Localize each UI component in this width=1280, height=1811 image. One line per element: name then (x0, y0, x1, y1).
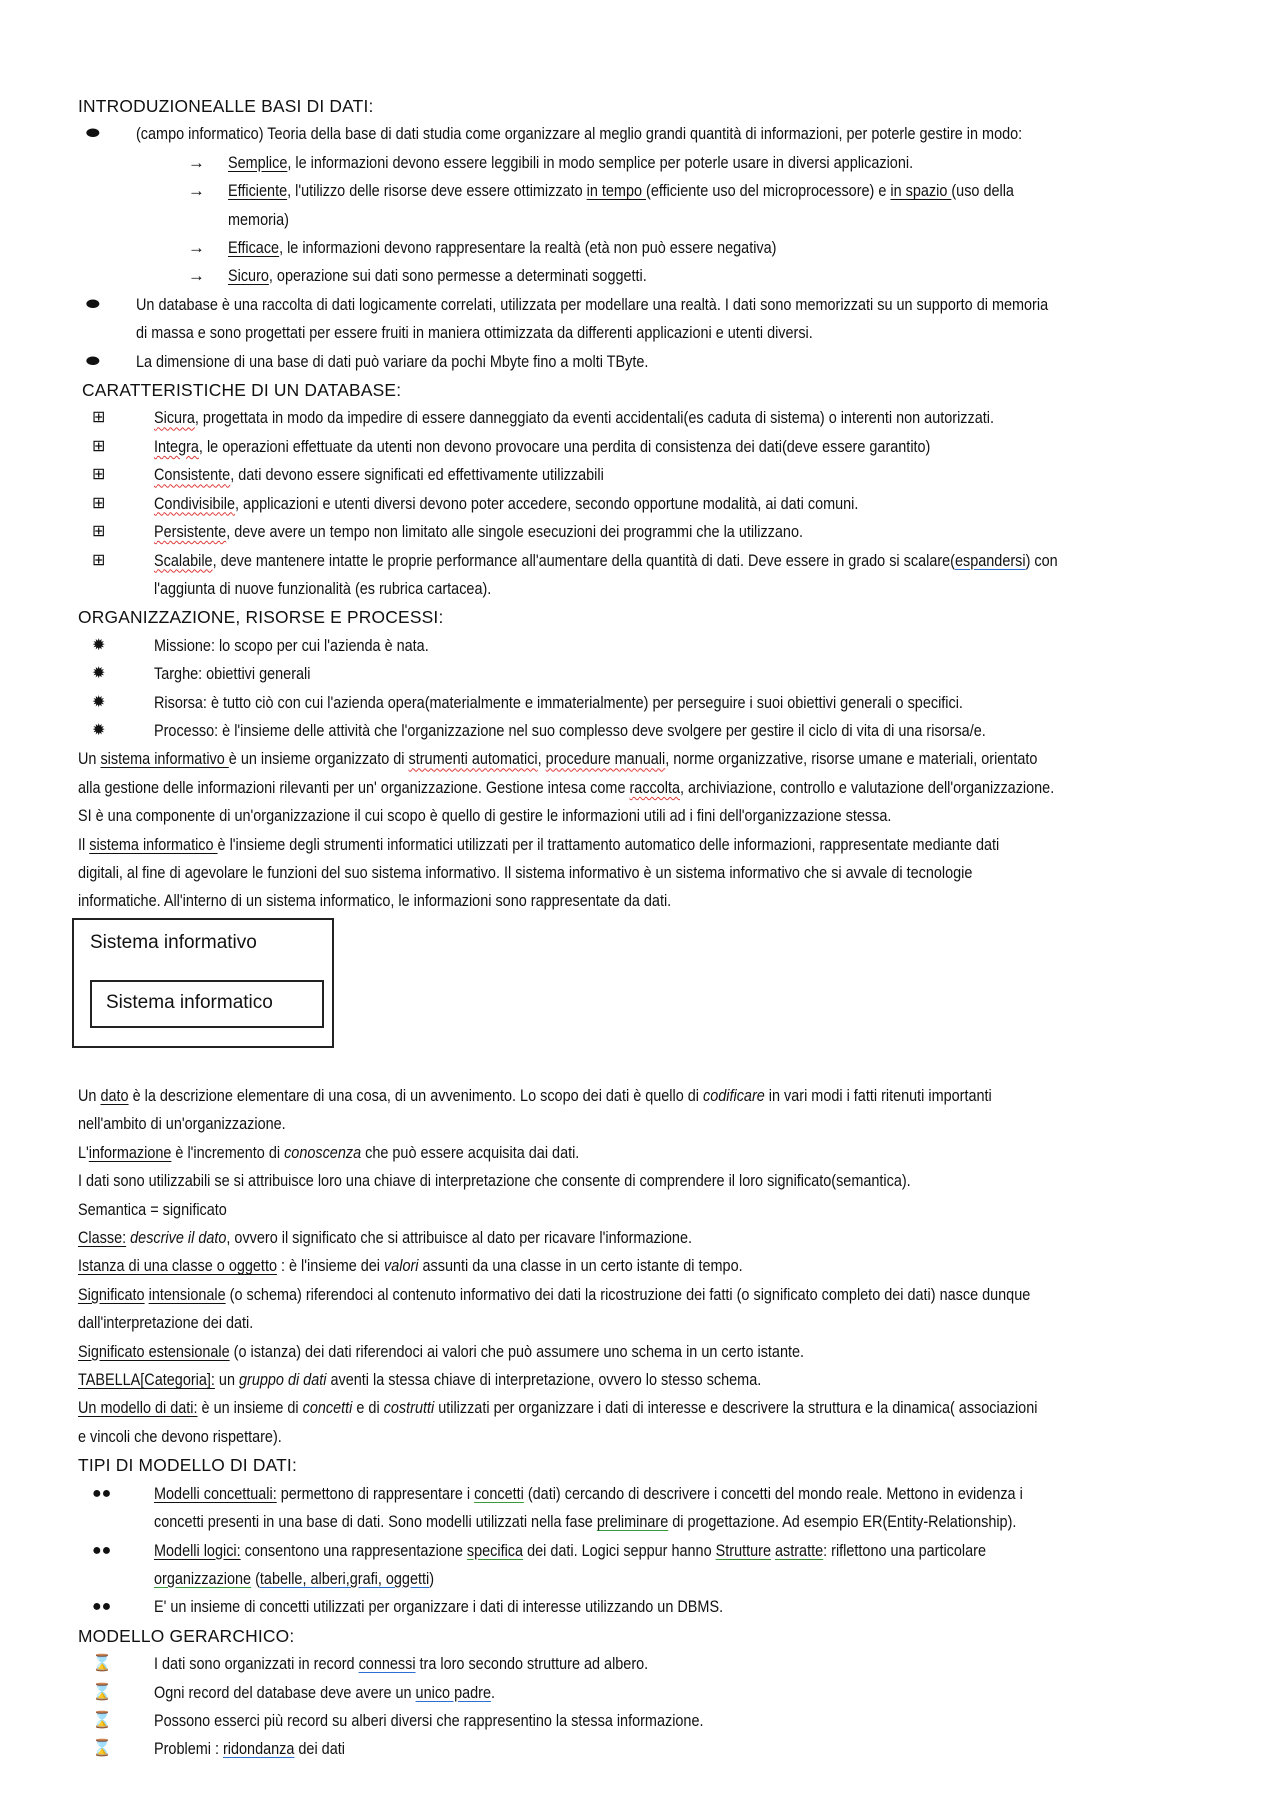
paragraph-line: digitali, al fine di agevolare le funzioni del suo sistema informativo. Il sistema informativo è un sistema informativo che si avvale di tecnologie (78, 862, 973, 882)
paragraph-line: nell'ambito di un'organizzazione. (78, 1114, 286, 1134)
list-item: ●● Modelli concettuali: permettono di rappresentare i concetti (dati) cercando di descrivere i concetti del mondo reale. Mettono in evidenza i (78, 1480, 1220, 1508)
grid-bullet-icon: ⊞ (92, 409, 106, 427)
paragraph-line: Semantica = significato (78, 1199, 227, 1219)
section-intro (78, 92, 1220, 916)
paragraph-line: e vincoli che devono rispettare). (78, 1426, 282, 1446)
list-item: → Semplice, le informazioni devono essere leggibili in modo semplice per poterle usare in diversi applicazioni. (78, 149, 1220, 177)
paragraph-line: L'informazione è l'incremento di conoscenza che può essere acquisita dai dati. (78, 1142, 580, 1162)
list-item: ⊞ Integra, le operazioni effettuate da utenti non devono provocare una perdita di consistenza dei dati(deve essere garantito) (78, 433, 1220, 461)
list-item: ⊞ Sicura, progettata in modo da impedire di essere danneggiato da eventi accidentali(es caduta di sistema) o interenti non autorizzati. (78, 404, 1220, 432)
list-item: ⌛ Possono esserci più record su alberi diversi che rappresentino la stessa informazione. (78, 1707, 1220, 1735)
list-item: ✹ Targhe: obiettivi generali (78, 660, 1220, 688)
paragraph-line: Significato intensionale (o schema) riferendoci al contenuto informativo dei dati la ricostruzione dei fatti (o significato completo dei dati) nasce dunque (78, 1284, 1031, 1304)
section-dati (78, 1082, 1220, 1764)
diagram-sistema-informatico (90, 980, 324, 1028)
heading-tipi-modello: TIPI DI MODELLO DI DATI: (78, 1455, 297, 1476)
hourglass-bullet-icon: ⌛ (92, 1655, 112, 1673)
list-item: ⊞ Scalabile, deve mantenere intatte le proprie performance all'aumentare della quantità di dati. Deve essere in grado si scalare(espandersi) con (78, 547, 1220, 575)
list-item: ⊞ Condivisibile, applicazioni e utenti diversi devono poter accedere, secondo opportune modalità, ai dati comuni. (78, 490, 1220, 518)
diamond-bullet-icon: ⬬ (86, 352, 100, 370)
grid-bullet-icon: ⊞ (92, 551, 106, 569)
list-item: ✹ Risorsa: è tutto ciò con cui l'azienda opera(materialmente e immaterialmente) per perseguire i suoi obiettivi generali o specifici. (78, 689, 1220, 717)
diamond-bullet-icon: ⬬ (86, 295, 100, 313)
list-item: → Sicuro, operazione sui dati sono permesse a determinati soggetti. (78, 262, 1220, 290)
arrow-right-icon: → (188, 266, 205, 286)
paragraph-line: Un dato è la descrizione elementare di una cosa, di un avvenimento. Lo scopo dei dati è quello di codificare in vari modi i fatti ritenuti importanti (78, 1086, 992, 1105)
paragraph-line: Il sistema informatico è l'insieme degli strumenti informatici utilizzati per il trattamento automatico delle informazioni, rappresentate mediante dati (78, 834, 1000, 854)
spider-bullet-icon: ✹ (92, 665, 106, 683)
hourglass-bullet-icon: ⌛ (92, 1740, 112, 1758)
eyes-bullet-icon: ●● (92, 1541, 112, 1559)
list-item: ✹ Processo: è l'insieme delle attività che l'organizzazione nel suo complesso deve svolgere per gestire il ciclo di vita di una risorsa/e. (78, 717, 1220, 745)
grid-bullet-icon: ⊞ (92, 523, 106, 541)
list-item: ✹ Missione: lo scopo per cui l'azienda è nata. (78, 632, 1220, 660)
list-item: ●● E' un insieme di concetti utilizzati per organizzare i dati di interesse utilizzando un DBMS. (78, 1593, 1220, 1621)
diagram-sistema-informativo (72, 918, 334, 1048)
paragraph-line: alla gestione delle informazioni rilevanti per un' organizzazione. Gestione intesa come raccolta, archiviazione, controllo e valutazione dell'organizzazione. (78, 777, 1055, 797)
grid-bullet-icon: ⊞ (92, 466, 106, 484)
diagram-outer-label: Sistema informativo (90, 932, 257, 953)
eyes-bullet-icon: ●● (92, 1484, 112, 1502)
list-item: → Efficace, le informazioni devono rappresentare la realtà (età non può essere negativa) (78, 234, 1220, 262)
list-item: ⬬ La dimensione di una base di dati può variare da pochi Mbyte fino a molti TByte. (78, 348, 1220, 376)
paragraph-line: TABELLA[Categoria]: un gruppo di dati aventi la stessa chiave di interpretazione, ovvero lo stesso schema. (78, 1370, 762, 1390)
heading-caratteristiche: CARATTERISTICHE DI UN DATABASE: (82, 380, 402, 401)
paragraph-line: SI è una componente di un'organizzazione il cui scopo è quello di gestire le informazioni utili ad i fini dell'organizzazione stessa. (78, 806, 892, 826)
arrow-right-icon: → (188, 181, 205, 201)
grid-bullet-icon: ⊞ (92, 494, 106, 512)
list-item: → Efficiente, l'utilizzo delle risorse deve essere ottimizzato in tempo (efficiente uso del microprocessore) e in spazio (uso della (78, 177, 1220, 205)
list-item: ⬬ Un database è una raccolta di dati logicamente correlati, utilizzata per modellare una realtà. I dati sono memorizzati su un supporto di memoria (78, 291, 1220, 319)
spider-bullet-icon: ✹ (92, 721, 106, 739)
list-item: ⌛ Problemi : ridondanza dei dati (78, 1735, 1220, 1763)
list-item-continuation: di massa e sono progettati per essere fruiti in maniera ottimizzata da differenti applicazioni e utenti diversi. (136, 323, 813, 343)
grid-bullet-icon: ⊞ (92, 437, 106, 455)
heading-organizzazione: ORGANIZZAZIONE, RISORSE E PROCESSI: (78, 607, 444, 628)
paragraph-line: Istanza di una classe o oggetto : è l'insieme dei valori assunti da una classe in un certo istante di tempo. (78, 1256, 743, 1276)
heading-modello-gerarchico: MODELLO GERARCHICO: (78, 1625, 295, 1646)
hourglass-bullet-icon: ⌛ (92, 1683, 112, 1701)
list-item-continuation: memoria) (228, 209, 289, 229)
paragraph-line: dall'interpretazione dei dati. (78, 1313, 254, 1333)
eyes-bullet-icon: ●● (92, 1598, 112, 1616)
paragraph-line: I dati sono utilizzabili se si attribuisce loro una chiave di interpretazione che consente di comprendere il loro significato(semantica). (78, 1171, 911, 1191)
arrow-right-icon: → (188, 152, 205, 172)
diagram-inner-label: Sistema informatico (106, 992, 273, 1013)
hourglass-bullet-icon: ⌛ (92, 1711, 112, 1729)
list-item: ⊞ Persistente, deve avere un tempo non limitato alle singole esecuzioni dei programmi che la utilizzano. (78, 518, 1220, 546)
paragraph-line: Un modello di dati: è un insieme di concetti e di costrutti utilizzati per organizzare i dati di interesse e descrivere la struttura e la dinamica( associazioni (78, 1398, 1038, 1418)
diamond-bullet-icon: ⬬ (86, 125, 100, 143)
paragraph-line: Classe: descrive il dato, ovvero il significato che si attribuisce al dato per ricavare l'informazione. (78, 1228, 692, 1248)
list-item: ⌛ Ogni record del database deve avere un unico padre. (78, 1679, 1220, 1707)
list-item: ⊞ Consistente, dati devono essere significati ed effettivamente utilizzabili (78, 461, 1220, 489)
list-item-continuation: concetti presenti in una base di dati. Sono modelli utilizzati nella fase preliminare di progettazione. Ad esempio ER(Entity-Relationship). (154, 1512, 1017, 1532)
list-item: ●● Modelli logici: consentono una rappresentazione specifica dei dati. Logici seppur hanno Strutture astratte: riflettono una particolare (78, 1537, 1220, 1565)
spider-bullet-icon: ✹ (92, 636, 106, 654)
heading-intro: INTRODUZIONEALLE BASI DI DATI: (78, 96, 374, 116)
paragraph-line: Un sistema informativo è un insieme organizzato di strumenti automatici, procedure manuali, norme organizzative, risorse umane e materiali, orientato (78, 749, 1038, 769)
list-item: ⬬ (campo informatico) Teoria della base di dati studia come organizzare al meglio grandi quantità di informazioni, per poterle gestire in modo: (78, 120, 1220, 148)
list-item-continuation: organizzazione (tabelle, alberi,grafi, oggetti) (154, 1568, 435, 1588)
list-item: ⌛ I dati sono organizzati in record connessi tra loro secondo strutture ad albero. (78, 1650, 1220, 1678)
paragraph-line: informatiche. All'interno di un sistema informatico, le informazioni sono rappresentate da dati. (78, 891, 672, 911)
list-item-continuation: l'aggiunta di nuove funzionalità (es rubrica cartacea). (154, 578, 492, 598)
paragraph-line: Significato estensionale (o istanza) dei dati riferendoci ai valori che può assumere uno schema in un certo istante. (78, 1341, 805, 1361)
spider-bullet-icon: ✹ (92, 693, 106, 711)
arrow-right-icon: → (188, 238, 205, 258)
